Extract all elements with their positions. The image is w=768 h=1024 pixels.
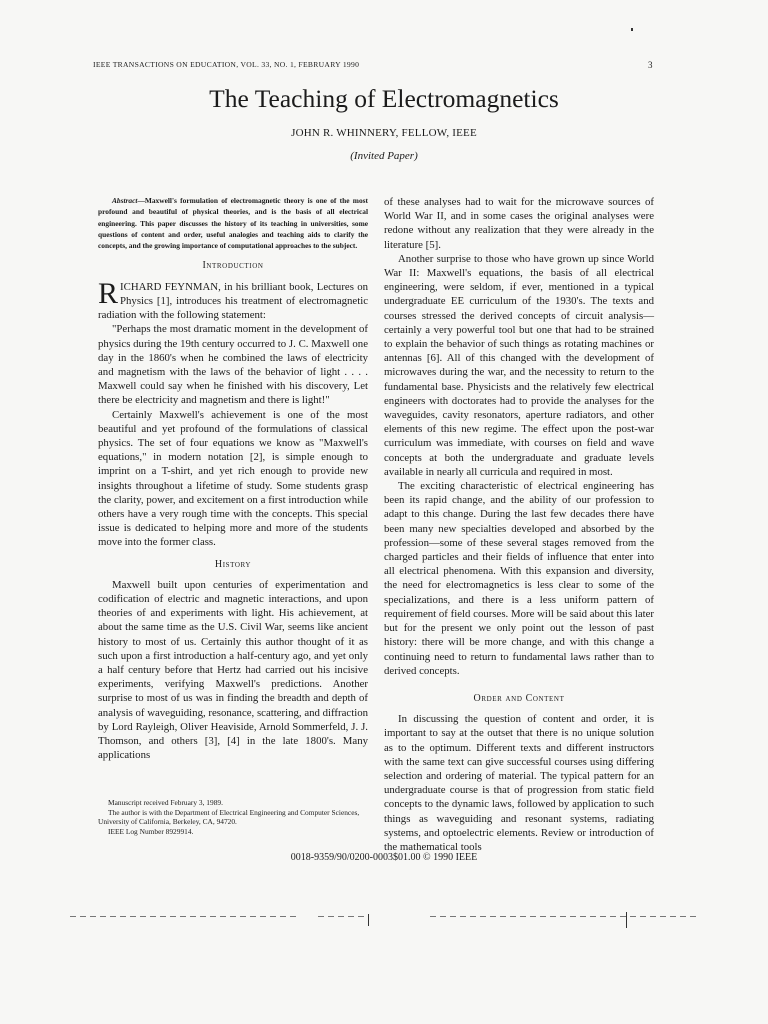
invited-paper-note: (Invited Paper) — [350, 150, 418, 162]
scan-artifact-tick — [368, 914, 369, 926]
history-paragraph-1-continued: of these analyses had to wait for the microwave sources of World War II, and in some cases the original analyses were redone without any realization that they were already in the literature [5]. — [384, 196, 654, 251]
scan-artifact-line — [430, 916, 700, 917]
footnote-received: Manuscript received February 3, 1989. — [108, 798, 223, 807]
author-line: JOHN R. WHINNERY, FELLOW, IEEE — [291, 127, 477, 139]
section-heading-order-content: Order and Content — [473, 692, 565, 704]
abstract — [98, 195, 368, 251]
scan-artifact-line — [70, 916, 300, 917]
history-paragraph-1: Maxwell built upon centuries of experimentation and codification of electric and magnetic interactions, and upon theories of and experiments with light. His achievement, at about the same time as the U.S. Civil War, seems like ancient history to most of us. Certainly this author thought of it as such upon a first introduction a half-century ago, and yet only a half century before that Hertz had carried out his incisive experiments, verifying Maxwell's predictions. Another surprise to most of us was in finding the breadth and depth of analysis of waveguiding, resonance, scattering, and diffraction by Lord Rayleigh, Oliver Heaviside, Arnold Sommerfeld, J. J. Thomson, and others [3], [4] in the late 1800's. Many applications — [98, 578, 368, 762]
right-column — [384, 195, 654, 854]
abstract-lead: Abstract — [112, 196, 138, 205]
scan-artifact-line — [318, 916, 366, 917]
footnote-affiliation: The author is with the Department of Electrical Engineering and Computer Sciences, University of California, Berkeley, CA, 94720. — [98, 807, 360, 826]
scan-artifact-tick — [626, 912, 627, 928]
intro-paragraph-1 — [98, 276, 368, 323]
running-head: IEEE TRANSACTIONS ON EDUCATION, VOL. 33, NO. 1, FEBRUARY 1990 — [93, 60, 360, 69]
intro-paragraph-2: "Perhaps the most dramatic moment in the development of physics during the 19th century occurred to J. C. Maxwell one day in the 1860's when he combined the laws of electricity and magnetism with the laws of the behavior of light . . . . Maxwell could say when he finished with his discovery, Let there be electricity and magnetism and there is light!" — [98, 323, 368, 407]
history-paragraph-3: The exciting characteristic of electrical engineering has been its rapid change, and the ability of our profession to adapt to this change. During the last few decades there have been many new specialties developed and absorbed by the profession—some of these several stages removed from the charged particles and their fields of influence that enter into all electrical phenomena. With this expansion and diversity, the need for electromagnetics is less clear to some of the specializations, and there is a less uniform pattern of requirement of field courses. More will be said about this later but for the present we only point out the lesson of past history: there will be more change, and with this change a continuing need to return to fundamental laws rather than to derived concepts. — [384, 480, 654, 677]
footnote — [98, 798, 376, 836]
scan-artifact-mark — [631, 28, 633, 31]
section-heading-introduction: Introduction — [202, 260, 264, 272]
intro-paragraph-1-text: ICHARD FEYNMAN, in his brilliant book, Lectures on Physics [1], introduces his treatment of electromagnetic radiation with the following statement: — [98, 280, 368, 322]
footnote-log: IEEE Log Number 8929914. — [108, 826, 194, 836]
intro-paragraph-3: Certainly Maxwell's achievement is one of the most beautiful and yet profound of the formulations of classical physics. The set of four equations we know as "Maxwell's equations," in modern notation [2], is simple enough to imprint on a T-shirt, and yet rich enough to provide new insights throughout a lifetime of study. Some students grasp the clarity, power, and excitement on a first introduction while others have a very rough time with the concepts. This special issue is dedicated to helping more and more of the students move into the former class. — [98, 408, 368, 549]
copyright-line: 0018-9359/90/0200-0003$01.00 © 1990 IEEE — [290, 852, 478, 863]
drop-cap: R — [98, 276, 119, 310]
paper-title: The Teaching of Electromagnetics — [209, 84, 559, 113]
history-paragraph-2: Another surprise to those who have grown up since World War II: Maxwell's equations, the basis of all electrical engineering, were seldom, if ever, mentioned in a typical undergraduate EE curriculum of the 1930's. The texts and courses stressed the derived concepts of circuit analysis—certainly a very powerful tool but one that had to be strained to explain the behavior of such things as rotating machines or antennas [6]. All of this changed with the development of microwaves during the war, and the necessity to return to the fundamental base. Physicists and the relatively few electrical engineers with doctorates had to provide the analyses for the waveguides, cavity resonators, aperture radiators, and other elements of this new regime. The effect upon the post-war curriculum was immediate, with courses on field and wave concepts at both the undergraduate and graduate levels available in nearly all curricula and required in most. — [384, 252, 654, 478]
page-number: 3 — [648, 60, 653, 70]
section-heading-history: History — [214, 558, 252, 570]
order-content-paragraph-1: In discussing the question of content and order, it is important to say at the outset that there is no unique solution as to the optimum. Different texts and different instructors with the same text can give successful courses using differing selection and ordering of material. The typical pattern for an undergraduate course is that of progression from static field concepts to the dynamic laws, followed by application to such things as waveguiding and resonant systems, radiating systems, and optoelectric elements. Review or introduction of the mathematical tools — [384, 713, 654, 853]
left-column — [98, 195, 368, 762]
abstract-text: —Maxwell's formulation of electromagnetic theory is one of the most profound and beautiful of physical theories, and is the basis of all electrical engineering. This paper discusses the history of its teaching in universities, some questions of content and order, useful analogies and teaching aids to clarify the concepts, and the growing importance of computational approaches to the subject. — [98, 196, 368, 251]
